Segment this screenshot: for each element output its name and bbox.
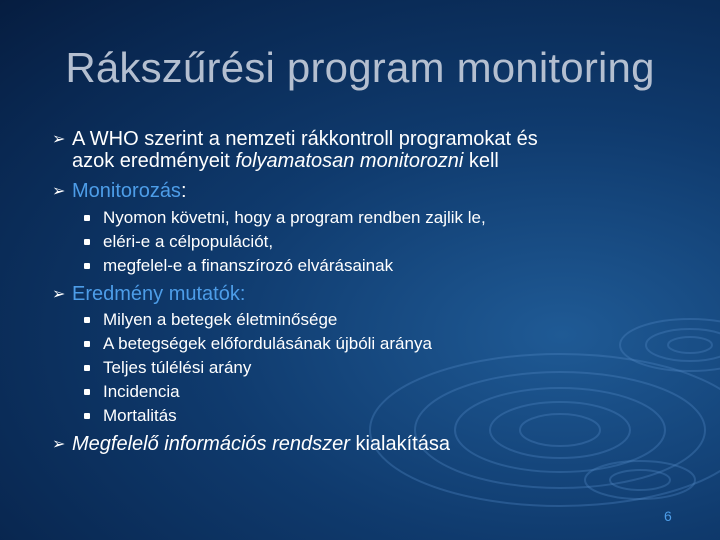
- bullet-outcome-indicators: [52, 283, 692, 307]
- outcome-item-text: Incidencia: [103, 382, 180, 401]
- bullet-monitoring: [52, 180, 692, 204]
- slide-title: Rákszűrési program monitoring: [65, 44, 655, 91]
- bullet-information-system-italic: Megfelelő információs rendszer: [72, 433, 350, 455]
- square-bullet-icon: [84, 263, 90, 269]
- outcome-item-text: Mortalitás: [103, 406, 177, 425]
- outcome-item-text: Milyen a betegek életminősége: [103, 310, 338, 329]
- monitoring-item-text: megfelel-e a finanszírozó elvárásainak: [103, 256, 394, 275]
- bullet-who: [52, 128, 692, 174]
- bullet-information-system-normal: kialakítása: [349, 433, 450, 455]
- bullet-who-text: [72, 128, 672, 172]
- bullet-information-system: [52, 433, 692, 457]
- square-bullet-icon: [84, 239, 90, 245]
- monitoring-item-text: Nyomon követni, hogy a program rendben zajlik le,: [103, 208, 486, 227]
- bullet-who-line2-normal: azok eredményeit: [72, 150, 236, 172]
- bullet-who-line2-italic: folyamatosan monitorozni: [235, 150, 464, 172]
- bullet-information-system-text: [72, 433, 672, 455]
- bullet-who-line1: A WHO szerint a nemzeti rákkontroll programokat és: [72, 128, 538, 150]
- square-bullet-icon: [84, 389, 90, 395]
- page-number: 6: [664, 508, 672, 524]
- square-bullet-icon: [84, 341, 90, 347]
- square-bullet-icon: [84, 317, 90, 323]
- monitoring-item-text: eléri-e a célpopulációt,: [103, 232, 274, 251]
- bullet-monitoring-label: Monitorozás: [72, 180, 181, 202]
- bullet-who-line2-end: kell: [463, 150, 499, 172]
- square-bullet-icon: [84, 365, 90, 371]
- arrow-bullet-icon: ➢: [52, 131, 66, 148]
- square-bullet-icon: [84, 413, 90, 419]
- arrow-bullet-icon: ➢: [52, 286, 66, 303]
- arrow-bullet-icon: ➢: [52, 183, 66, 200]
- bullet-monitoring-suffix: :: [180, 180, 187, 202]
- arrow-bullet-icon: ➢: [52, 436, 66, 453]
- outcome-item-text: Teljes túlélési arány: [103, 358, 252, 377]
- bullet-outcome-label: Eredmény mutatók:: [72, 283, 246, 305]
- square-bullet-icon: [84, 215, 90, 221]
- outcome-item-text: A betegségek előfordulásának újbóli aránya: [103, 334, 432, 353]
- bullet-who-line2: [72, 150, 672, 172]
- bullet-monitoring-text: [72, 180, 672, 202]
